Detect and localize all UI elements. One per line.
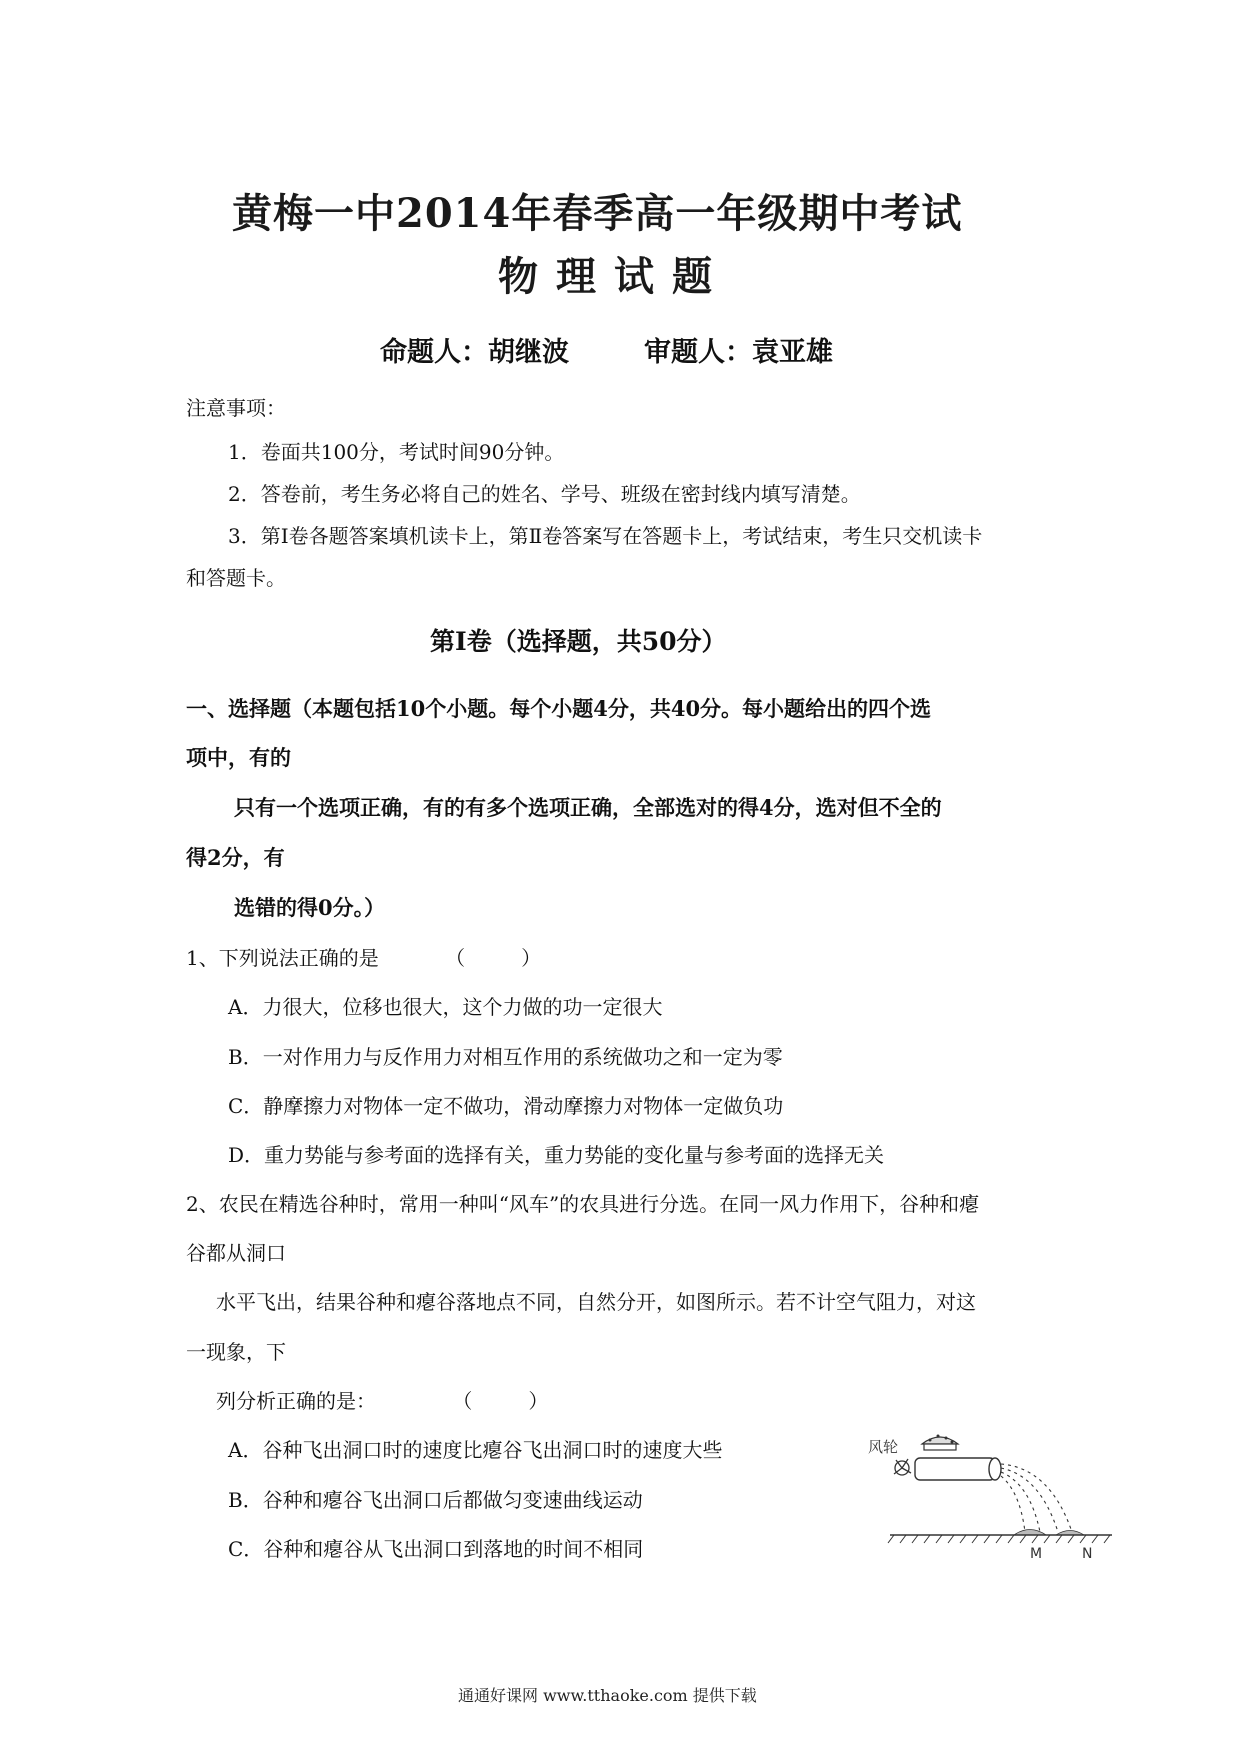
section-instruction: 项中，有的 [186,745,291,770]
question-2-stem: 水平飞出，结果谷种和瘪谷落地点不同，自然分开，如图所示。若不计空气阻力，对这 [216,1290,976,1314]
winnowing-figure [860,1420,1120,1560]
answer-blank: （ ） [445,946,542,970]
section-instruction: 得2分，有 [186,845,285,870]
section-instruction: 只有一个选项正确，有的有多个选项正确，全部选对的得4分，选对但不全的 [234,795,942,820]
question-2-stem: 2、农民在精选谷种时，常用一种叫“风车”的农具进行分选。在同一风力作用下，谷种和瘪 [186,1192,980,1216]
exam-title: 黄梅一中2014年春季高一年级期中考试 [232,190,963,237]
trajectory-near [1001,1476,1025,1532]
ground-hatching [888,1535,1110,1543]
question-2-stem: 谷都从洞口 [186,1241,286,1265]
question-2-stem: 列分析正确的是： （ ） [216,1385,548,1414]
q2-option-c: C．谷种和瘪谷从飞出洞口到落地的时间不相同 [228,1537,644,1561]
q1-option-c: C．静摩擦力对物体一定不做功，滑动摩擦力对物体一定做负功 [228,1094,784,1118]
q1-option-b: B．一对作用力与反作用力对相互作用的系统做功之和一定为零 [228,1045,783,1069]
notes-heading: 注意事项： [186,396,286,420]
setter-label: 命题人：胡继波 [380,337,569,368]
part1-title: 第Ⅰ卷（选择题，共50分） [430,627,727,656]
fan-wheel-icon [894,1459,911,1475]
question-1-stem: 1、下列说法正确的是 （ ） [186,942,541,971]
q1-option-a: A．力很大，位移也很大，这个力做的功一定很大 [228,995,663,1019]
footer-text: 通通好课网 www.tthaoke.com 提供下载 [458,1686,757,1705]
point-n-label: N [1082,1546,1093,1560]
note-item: 3．第Ⅰ卷各题答案填机读卡上，第Ⅱ卷答案写在答题卡上，考试结束，考生只交机读卡 [228,524,983,548]
q2-option-b: B．谷种和瘪谷飞出洞口后都做匀变速曲线运动 [228,1488,643,1512]
q1-option-d: D．重力势能与参考面的选择有关，重力势能的变化量与参考面的选择无关 [228,1143,885,1167]
exam-subtitle: 物理试题 [498,253,730,300]
wheel-label: 风轮 [868,1438,899,1456]
answer-blank: （ ） [452,1389,549,1413]
grain-pile-m [1014,1530,1046,1536]
note-item: 2．答卷前，考生务必将自己的姓名、学号、班级在密封线内填写清楚。 [228,482,861,506]
section-instruction: 一、选择题（本题包括10个小题。每个小题4分，共40分。每小题给出的四个选 [186,696,932,721]
note-item: 1．卷面共100分，考试时间90分钟。 [228,440,565,464]
q2-option-a: A．谷种飞出洞口时的速度比瘪谷飞出洞口时的速度大些 [228,1438,723,1462]
question-2-stem: 一现象，下 [186,1340,286,1364]
section-instruction: 选错的得0分。） [234,895,386,920]
trajectory-far [1001,1464,1072,1532]
barrel [915,1458,995,1480]
point-m-label: M [1030,1546,1043,1560]
reviewer-label: 审题人：袁亚雄 [644,337,833,368]
note-item: 和答题卡。 [186,566,286,590]
